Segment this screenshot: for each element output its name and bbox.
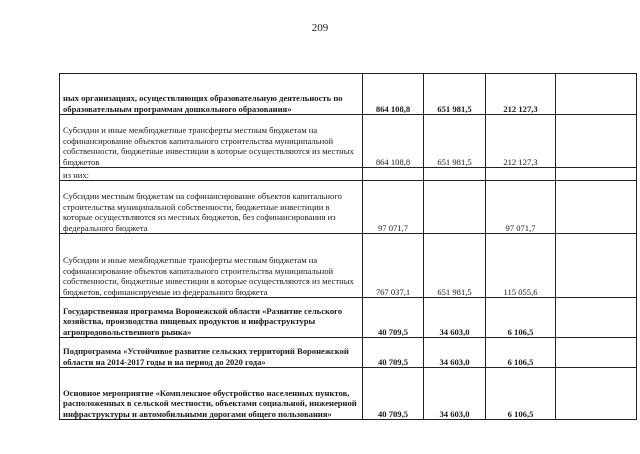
row-description: Основное мероприятие «Комплексное обустройство населенных пунктов, расположенных в сельской местности, объектами социальной, инженерной инфраструктуры и автомобильными дорогами общего пользования» [60,368,363,420]
table-row [60,368,637,420]
row-total: 40 709,5 [363,368,424,420]
row-regional: 115 055,6 [486,234,556,298]
row-description: ных организациях, осуществляющих образовательную деятельность по образовательным программам дошкольного образования» [60,74,363,115]
table-row [60,338,637,368]
row-total: 864 108,8 [363,115,424,168]
table-row [60,181,637,234]
row-total: 864 108,8 [363,74,424,115]
row-regional: 212 127,3 [486,74,556,115]
page-number: 209 [311,22,329,34]
row-extra [556,368,637,420]
table-row [60,234,637,298]
row-description: Субсидии и иные межбюджетные трансферты местным бюджетам на софинансирование объектов капитального строительства муниципальной собственности, бюджетные инвестиции в которые осуществляются из местных бюджетов, софинансируемые из федерального бюджета [60,234,363,298]
row-extra [556,338,637,368]
row-total: 40 709,5 [363,298,424,338]
row-extra [556,298,637,338]
row-extra [556,181,637,234]
row-description: Субсидии местным бюджетам на софинансирование объектов капитального строительства муниципальной собственности, бюджетные инвестиции в которые осуществляются из местных бюджетов, без софинансирования из федерального бюджета [60,181,363,234]
row-regional [486,168,556,181]
row-federal: 34 603,0 [424,298,486,338]
row-regional: 97 071,7 [486,181,556,234]
row-description: Государственная программа Воронежской области «Развитие сельского хозяйства, производства пищевых продуктов и инфраструктуры агропродовольственного рынка» [60,298,363,338]
budget-table [59,73,637,420]
table-row [60,168,637,181]
row-federal: 651 981,5 [424,115,486,168]
row-total [363,168,424,181]
row-federal: 34 603,0 [424,368,486,420]
table-row [60,74,637,115]
row-extra [556,234,637,298]
row-regional: 6 106,5 [486,368,556,420]
row-federal: 651 981,5 [424,234,486,298]
row-total: 40 709,5 [363,338,424,368]
row-federal: 651 981,5 [424,74,486,115]
row-extra [556,115,637,168]
row-regional: 6 106,5 [486,298,556,338]
row-federal [424,181,486,234]
row-regional: 212 127,3 [486,115,556,168]
row-total: 767 037,1 [363,234,424,298]
row-regional: 6 106,5 [486,338,556,368]
table-row [60,298,637,338]
row-description: из них: [60,168,363,181]
row-federal: 34 603,0 [424,338,486,368]
table-row [60,115,637,168]
budget-table-body [60,74,637,420]
row-description: Подпрограмма «Устойчивое развитие сельских территорий Воронежской области на 2014-2017 годы и на период до 2020 года» [60,338,363,368]
row-total: 97 071,7 [363,181,424,234]
row-extra [556,168,637,181]
row-federal [424,168,486,181]
row-description: Субсидии и иные межбюджетные трансферты местным бюджетам на софинансирование объектов капитального строительства муниципальной собственности, бюджетные инвестиции в которые осуществляются из местных бюджетов [60,115,363,168]
row-extra [556,74,637,115]
